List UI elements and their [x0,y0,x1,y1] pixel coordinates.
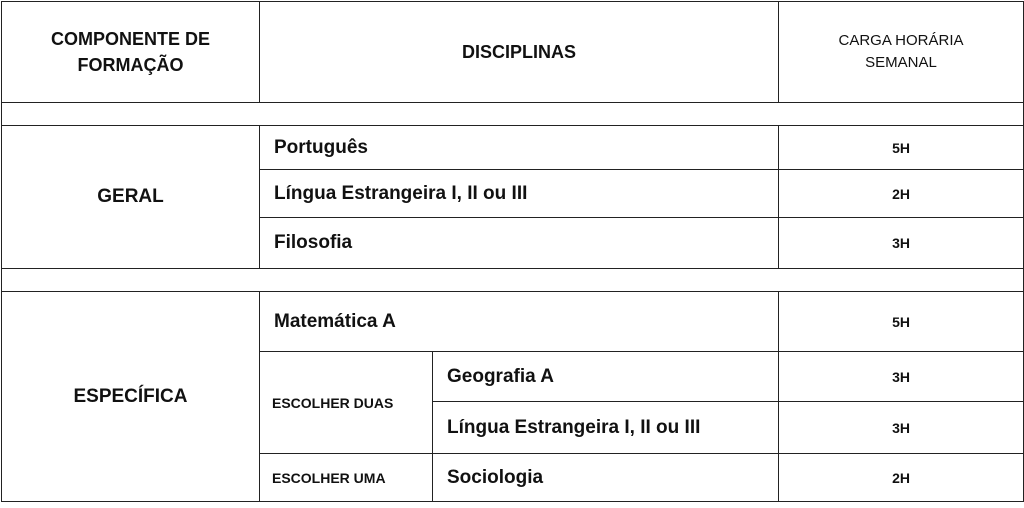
hours-cell: 5H [779,126,1024,170]
spacer-row [2,269,1024,292]
curriculum-table [1,1,1024,502]
choice-label-one: ESCOLHER UMA [260,454,433,502]
spacer-row [2,103,1024,126]
hours-cell: 2H [779,170,1024,218]
header-disciplines: DISCIPLINAS [260,2,779,103]
header-row [2,2,1024,103]
hours-cell: 5H [779,292,1024,352]
hours-cell: 3H [779,218,1024,269]
discipline-cell: Língua Estrangeira I, II ou III [260,170,779,218]
group-especifica: ESPECÍFICA [2,292,260,502]
hours-cell: 3H [779,402,1024,454]
header-component: COMPONENTE DE FORMAÇÃO [2,2,260,103]
choice-label-two: ESCOLHER DUAS [260,352,433,454]
discipline-cell: Matemática A [260,292,779,352]
discipline-cell: Sociologia [433,454,779,502]
group-geral: GERAL [2,126,260,269]
discipline-cell: Geografia A [433,352,779,402]
header-workload: CARGA HORÁRIA SEMANAL [779,2,1024,103]
hours-cell: 2H [779,454,1024,502]
discipline-cell: Língua Estrangeira I, II ou III [433,402,779,454]
discipline-cell: Filosofia [260,218,779,269]
discipline-cell: Português [260,126,779,170]
table-row [2,292,1024,352]
hours-cell: 3H [779,352,1024,402]
table-row [2,126,1024,170]
